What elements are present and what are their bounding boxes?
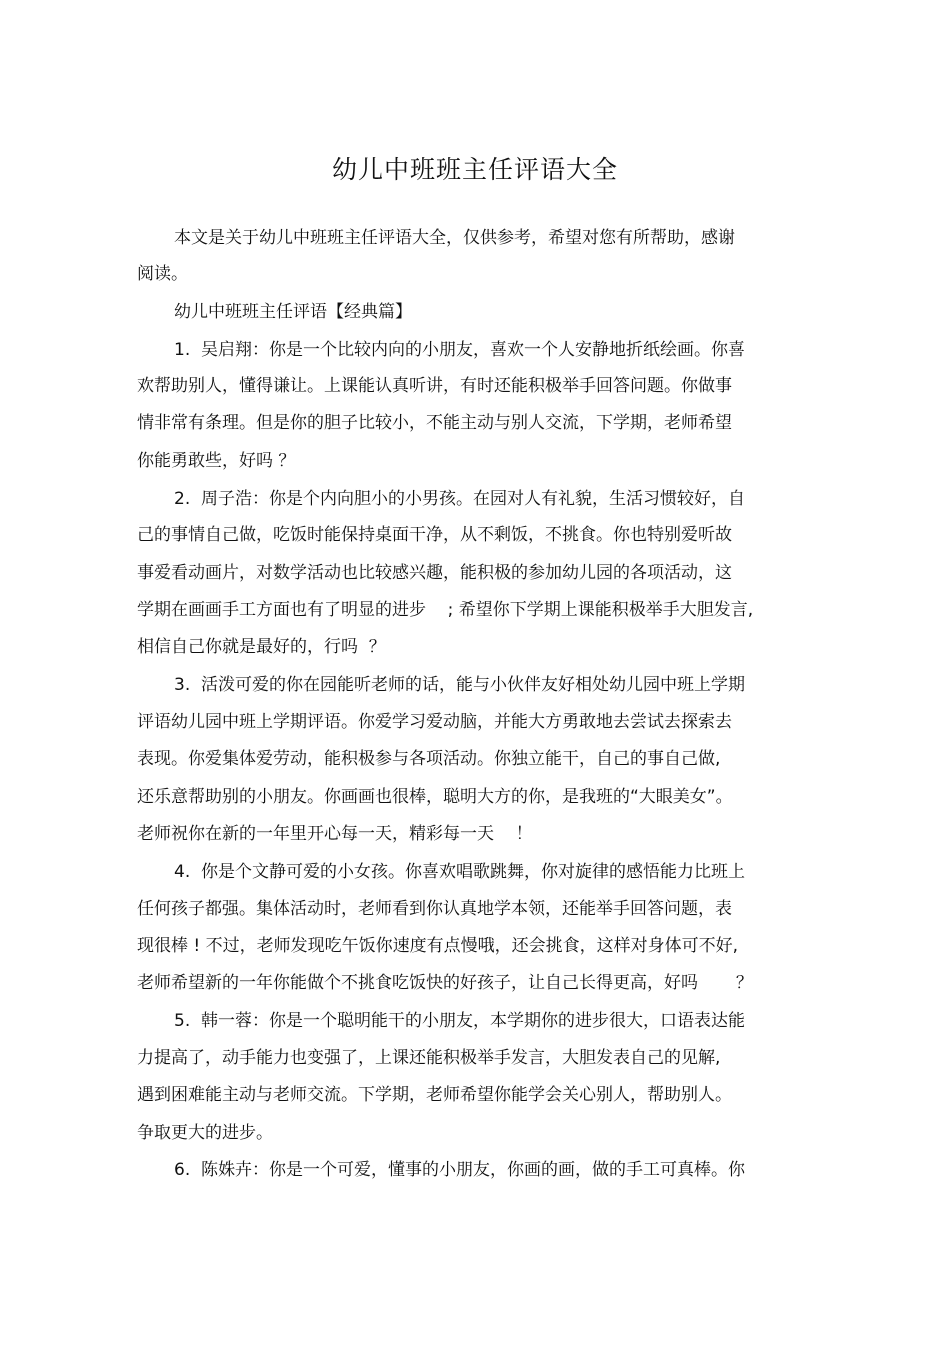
text-line: 本文是关于幼儿中班班主任评语大全，仅供参考，希望对您有所帮助，感谢	[174, 228, 735, 248]
text-line: 欢帮助别人，懂得谦让。上课能认真听讲，有时还能积极举手回答问题。你做事	[137, 376, 732, 396]
document-title: 幼儿中班班主任评语大全	[331, 155, 618, 184]
text-line: 还乐意帮助别的小朋友。你画画也很棒，聪明大方的你，是我班的“大眼美女”。	[137, 787, 733, 807]
text-line: 老师祝你在新的一年里开心每一天，精彩每一天 ！	[137, 824, 533, 844]
text-line: 相信自己你就是最好的，行吗 ？	[137, 637, 386, 657]
text-line: 表现。你爱集体爱劳动，能积极参与各项活动。你独立能干，自己的事自己做,	[137, 749, 721, 769]
text-line: 任何孩子都强。集体活动时，老师看到你认真地学本领，还能举手回答问题，表	[137, 899, 732, 919]
text-line: 4. 你是个文静可爱的小女孩。你喜欢唱歌跳舞，你对旋律的感悟能力比班上	[174, 862, 746, 882]
text-line: 争取更大的进步。	[137, 1123, 273, 1143]
text-line: 3. 活泼可爱的你在园能听老师的话，能与小伙伴友好相处幼儿园中班上学期	[174, 675, 746, 695]
section-heading: 幼儿中班班主任评语【经典篇】	[174, 302, 412, 322]
text-line: 己的事情自己做，吃饭时能保持桌面干净，从不剩饭，不挑食。你也特别爱听故	[137, 525, 732, 545]
text-line: 阅读。	[137, 264, 188, 284]
text-line: 评语幼儿园中班上学期评语。你爱学习爱动脑，并能大方勇敢地去尝试去探索去	[137, 712, 732, 732]
text-line: 力提高了，动手能力也变强了，上课还能积极举手发言，大胆发表自己的见解,	[137, 1048, 721, 1068]
text-line: 事爱看动画片，对数学活动也比较感兴趣，能积极的参加幼儿园的各项活动，这	[137, 563, 732, 583]
text-line: 现很棒 ! 不过，老师发现吃午饭你速度有点慢哦，还会挑食，这样对身体可不好,	[137, 936, 739, 956]
text-line: 6. 陈姝卉：你是一个可爱，懂事的小朋友，你画的画，做的手工可真棒。你	[174, 1160, 746, 1180]
text-line: 2. 周子浩：你是个内向胆小的小男孩。在园对人有礼貌，生活习惯较好，自	[174, 489, 746, 509]
text-line: 5. 韩一蓉：你是一个聪明能干的小朋友，本学期你的进步很大，口语表达能	[174, 1011, 746, 1031]
text-line: 遇到困难能主动与老师交流。下学期，老师希望你能学会关心别人，帮助别人。	[137, 1085, 732, 1105]
text-line: 1. 吴启翔：你是一个比较内向的小朋友，喜欢一个人安静地折纸绘画。你喜	[174, 340, 746, 360]
text-line: 学期在画画手工方面也有了明显的进步 ; 希望你下学期上课能积极举手大胆发言,	[137, 600, 754, 620]
text-line: 情非常有条理。但是你的胆子比较小，不能主动与别人交流，下学期，老师希望	[137, 413, 732, 433]
text-line: 老师希望新的一年你能做个不挑食吃饭快的好孩子，让自己长得更高，好吗 ？	[137, 973, 753, 993]
text-line: 你能勇敢些，好吗 ？	[137, 451, 296, 471]
